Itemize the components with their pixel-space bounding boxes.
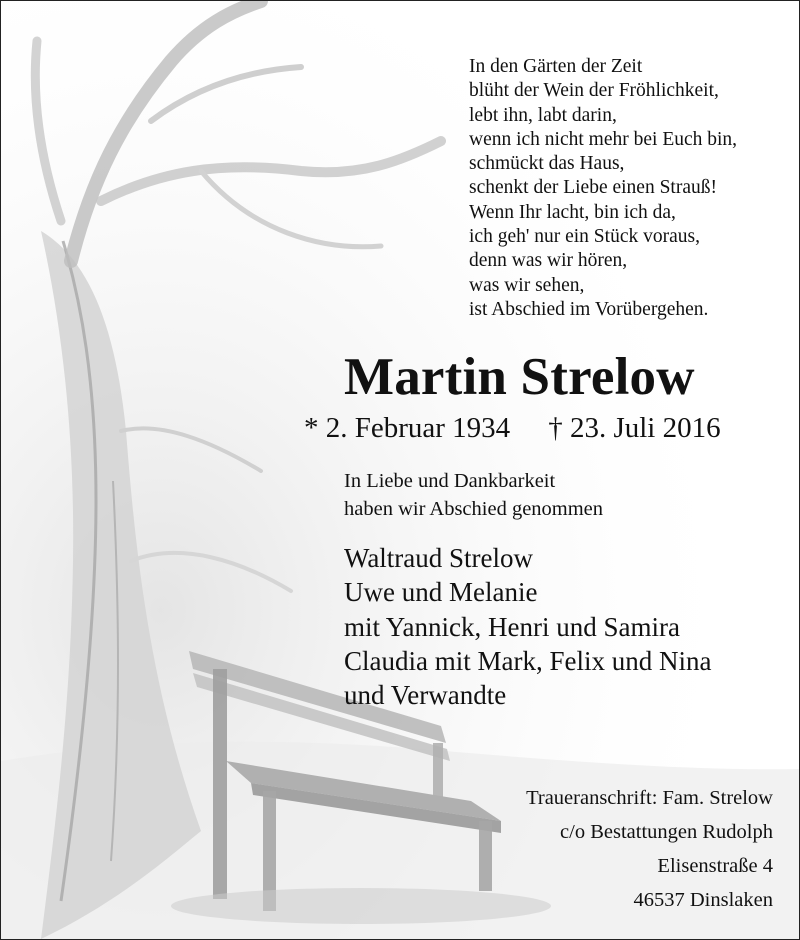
mourners-list xyxy=(344,541,711,712)
poem-line: lebt ihn, labt darin, xyxy=(469,104,617,126)
address-line: Elisenstraße 4 xyxy=(657,855,773,877)
poem-line: blüht der Wein der Fröhlichkeit, xyxy=(469,80,719,102)
poem-line: In den Gärten der Zeit xyxy=(469,56,643,77)
address-line: 46537 Dinslaken xyxy=(633,889,773,911)
mourner-line: mit Yannick, Henri und Samira xyxy=(344,611,680,642)
birth-date: * 2. Februar 1934 xyxy=(304,412,511,444)
mourning-address xyxy=(526,781,773,917)
mourner-line: und Verwandte xyxy=(344,680,507,711)
address-line: Traueranschrift: Fam. Strelow xyxy=(526,787,773,809)
poem-line: schmückt das Haus, xyxy=(469,153,625,175)
mourner-line: Uwe und Melanie xyxy=(344,577,538,608)
poem-line: Wenn Ihr lacht, bin ich da, xyxy=(469,201,676,223)
poem-line: ist Abschied im Vorübergehen. xyxy=(469,298,709,320)
poem-line: ich geh' nur ein Stück voraus, xyxy=(469,226,700,248)
address-line: c/o Bestattungen Rudolph xyxy=(560,821,773,843)
life-dates xyxy=(304,409,721,447)
deceased-name: Martin Strelow xyxy=(344,348,695,406)
poem-line: schenkt der Liebe einen Strauß! xyxy=(469,177,717,199)
mourner-line: Claudia mit Mark, Felix und Nina xyxy=(344,645,712,676)
mourner-line: Waltraud Strelow xyxy=(344,543,534,573)
poem xyxy=(469,55,737,322)
intro-line: In Liebe und Dankbarkeit xyxy=(344,470,556,492)
poem-line: denn was wir hören, xyxy=(469,250,628,272)
poem-line: was wir sehen, xyxy=(469,274,585,296)
intro-line: haben wir Abschied genommen xyxy=(344,498,604,520)
intro-text xyxy=(344,467,603,523)
poem-line: wenn ich nicht mehr bei Euch bin, xyxy=(469,128,738,150)
death-date: † 23. Juli 2016 xyxy=(548,412,721,444)
